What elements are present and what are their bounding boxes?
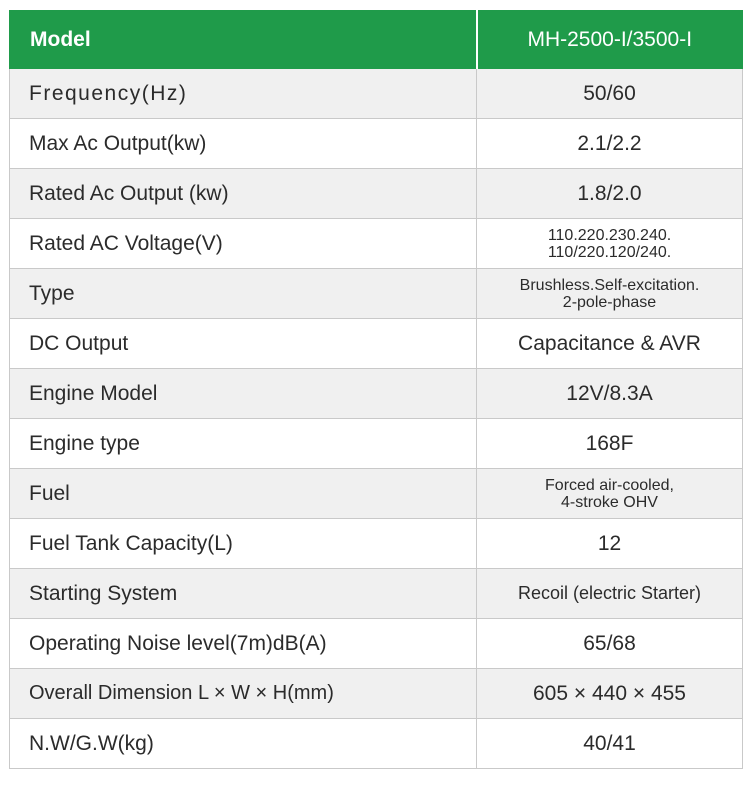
table-row [10,219,743,269]
row-value: 50/60 [477,69,743,119]
row-value: 168F [477,419,743,469]
table-row [10,519,743,569]
row-value: Capacitance & AVR [477,319,743,369]
row-label: Max Ac Output(kw) [10,119,477,169]
table-row [10,469,743,519]
row-value-line: 4-stroke OHV [561,493,658,511]
row-label: Fuel [10,469,477,519]
row-label: N.W/G.W(kg) [10,719,477,769]
row-value: 1.8/2.0 [477,169,743,219]
row-label: Fuel Tank Capacity(L) [10,519,477,569]
row-value: Recoil (electric Starter) [477,569,743,619]
row-label: Engine Model [10,369,477,419]
row-value-line: 110/220.120/240. [547,243,672,261]
row-value: 605 × 440 × 455 [477,669,743,719]
table-row [10,369,743,419]
row-label: Operating Noise level(7m)dB(A) [10,619,477,669]
table-row [10,169,743,219]
row-value-line: 110.220.230.240. [547,226,672,244]
row-value: 12 [477,519,743,569]
row-value-line: 2-pole-phase [562,293,657,311]
spec-table [9,10,743,769]
row-label: Frequency(Hz) [10,69,477,119]
header-value: MH-2500-I/3500-I [477,11,743,69]
row-label: Rated AC Voltage(V) [10,219,477,269]
row-label: Type [10,269,477,319]
row-value [477,219,743,269]
table-row [10,419,743,469]
table-row [10,669,743,719]
row-value: 40/41 [477,719,743,769]
table-row [10,119,743,169]
row-value: 65/68 [477,619,743,669]
row-value-line: Forced air-cooled, [545,476,674,494]
table-row [10,319,743,369]
row-value [477,269,743,319]
row-label: Engine type [10,419,477,469]
row-label: Rated Ac Output (kw) [10,169,477,219]
header-row [10,11,743,69]
table-row [10,69,743,119]
row-label: Overall Dimension L × W × H(mm) [10,669,477,719]
row-value: 2.1/2.2 [477,119,743,169]
row-label: Starting System [10,569,477,619]
table-row [10,569,743,619]
row-label: DC Output [10,319,477,369]
table-row [10,619,743,669]
table-row [10,269,743,319]
table-row [10,719,743,769]
header-label: Model [10,11,477,69]
row-value [477,469,743,519]
row-value-line: Brushless.Self-excitation. [519,276,700,294]
row-value: 12V/8.3A [477,369,743,419]
